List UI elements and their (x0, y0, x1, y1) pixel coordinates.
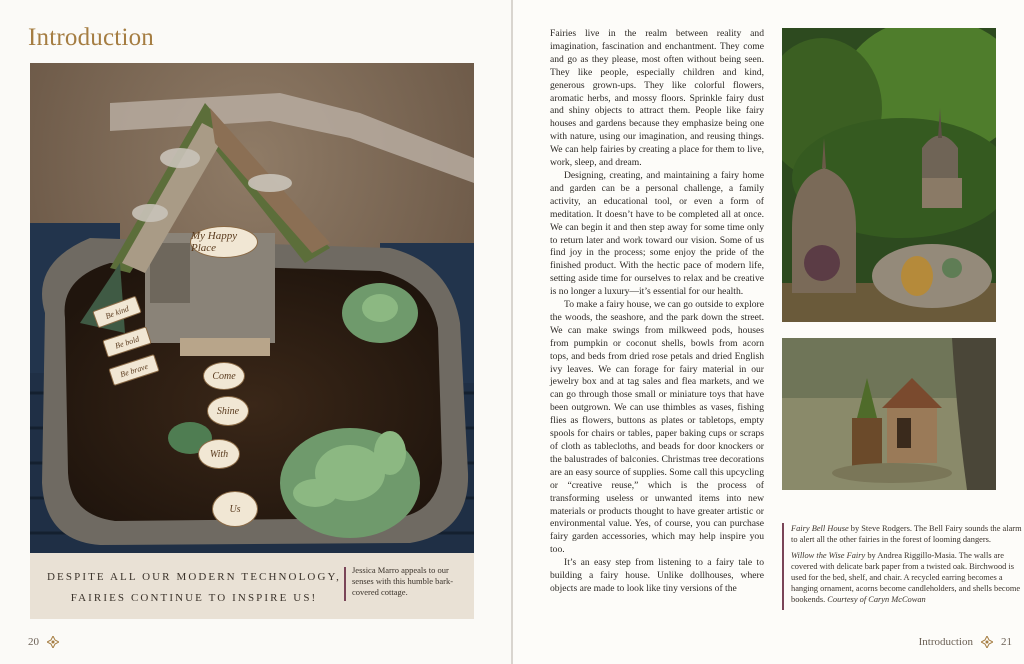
caption-title: Willow the Wise Fairy (791, 551, 866, 560)
fairy-cottage-photo (30, 63, 474, 553)
caption-credit: Courtesy of Caryn McCowan (827, 595, 926, 604)
caption-fairy-bell-house (791, 523, 1024, 545)
fairy-bell-house-photo (782, 28, 996, 322)
fairy-bell-house-illustration (782, 28, 996, 322)
pull-quote: DESPITE ALL OUR MODERN TECHNOLOGY, FAIRIES CONTINUE TO INSPIRE US! (47, 571, 341, 604)
ornament-icon (981, 636, 993, 648)
paragraph: Designing, creating, and maintaining a fairy home and garden can be a personal challenge, a family activity, an educational tool, or even a form of meditation. It doesn’t have to be completed all at once. We can begin it and then step away for some time only to return later and work toward our vision. Some of us find joy in the process; some enjoy the pride of the finished product. With the hectic pace of modern life, setting aside time for ourselves to relax and be creative is no longer a luxury—it’s essential for our health. (550, 169, 764, 298)
stepping-stone-us: Us (212, 491, 258, 527)
caption-title: Fairy Bell House (791, 524, 849, 533)
stepping-stone-with: With (198, 439, 240, 469)
running-header: Introduction (918, 636, 973, 648)
body-text (550, 28, 764, 596)
stepping-stone-shine: Shine (207, 396, 249, 426)
folio-left (28, 636, 59, 648)
caption-band (30, 553, 474, 619)
page-title: Introduction (28, 24, 154, 51)
stepping-stone-come: Come (203, 362, 245, 390)
paragraph: Fairies live in the realm between reality and imagination, fascination and enchantment. They come and go as they please, most often without being seen. They like people, especially children and kind, generous grown-ups. They like colorful flowers, aromatic herbs, and mossy floors. Sprinkle fairy dust and shiny objects to attract them. People like fairy houses and gardens because they emphasize being one with nature, using our imagination, and reusing things. We can help fairies by creating a place for them to live, work, sleep, and dream. (550, 28, 764, 169)
page-number: 20 (28, 636, 39, 648)
photo-captions (782, 523, 1024, 610)
caption-text: by Steve Rodgers. The Bell Fairy sounds the alarm to alert all the other fairies in the forest of looming dangers. (791, 524, 1022, 544)
sign-be-bold: Be bold (102, 326, 151, 357)
sign-be-brave: Be brave (108, 354, 159, 386)
sign-be-kind: Be kind (92, 296, 141, 329)
willow-fairy-house-photo (782, 338, 996, 490)
paragraph: To make a fairy house, we can go outside to explore the woods, the seashore, and the park down the street. We can make swings from milkweed pods, houses from pumpkin or coconut shells, bowls from acorn tops, and beds from dried rose petals and dried English ivy leaves. We can forage for fairy material in our jewelry box and at tag sales and flea markets, and we can go through those small or miniature toys that have been outgrown. We can use thimbles as vases, fishing flies as flowers, buttons as plates or tabletops, empty spools for chairs or tables, paper baking cups or scraps of cloth as tablecloths, and beads for door knockers or the balustrades of balconies. Christmas tree decorations are an easy source of supplies. Some call this upcycling or “creative reuse,” which is the process of transforming useless or unwanted items into new materials or products thought to have greater artistic or environmental value. Yes, of course, you can purchase fairy garden accessories, which may help inspire you too. (550, 299, 764, 556)
fairy-cottage-illustration (30, 63, 474, 553)
caption-rule (344, 567, 346, 601)
photo-caption: Jessica Marro appeals to our senses with this humble bark-covered cottage. (352, 565, 454, 597)
paragraph: It’s an easy step from listening to a fairy tale to building a fairy house. Unlike dollhouses, where objects are made to look like tiny versions of the (550, 557, 764, 594)
right-page (513, 0, 1024, 664)
caption-text: by Andrea Riggillo-Masia. The walls are covered with delicate bark paper from a twisted oak. Birchwood is used for the bed, shelf, and chair. A recycled earring becomes a hanging ornament, acorns become candleholders, and shells become bookends. (791, 551, 1021, 604)
page-number: 21 (1001, 636, 1012, 648)
ornament-icon (47, 636, 59, 648)
sign-happy-place: My Happy Place (190, 226, 258, 258)
left-page (0, 0, 511, 664)
folio-right (919, 636, 1012, 648)
caption-willow-fairy (791, 550, 1024, 605)
willow-fairy-house-illustration (782, 338, 996, 490)
